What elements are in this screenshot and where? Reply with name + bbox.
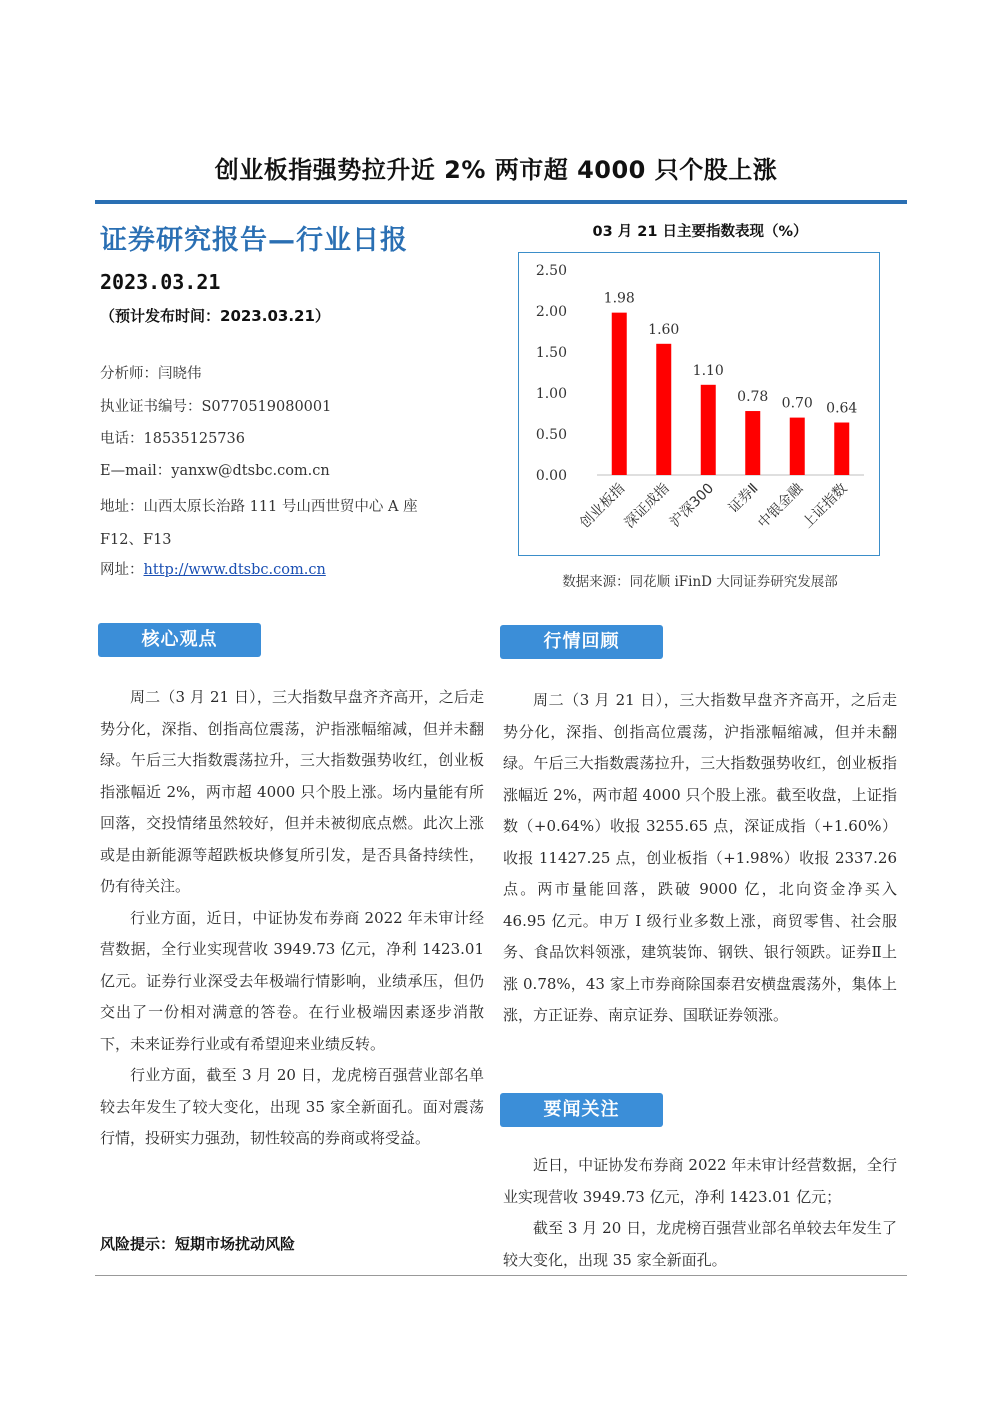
- x-tick-label: 创业板指: [577, 480, 629, 532]
- x-tick-label: 中银金融: [755, 480, 807, 532]
- website-link[interactable]: http://www.dtsbc.com.cn: [143, 562, 326, 578]
- title-divider: [95, 200, 907, 204]
- bar: [612, 313, 627, 475]
- x-tick-label: 上证指数: [799, 480, 851, 532]
- bar: [790, 418, 805, 475]
- y-tick-label: 2.50: [535, 263, 567, 279]
- license-number: 执业证书编号：S0770519080001: [100, 399, 332, 415]
- phone-number: 电话：18535125736: [100, 431, 245, 447]
- y-tick-label: 1.50: [535, 345, 567, 361]
- bar: [656, 344, 671, 475]
- website: [100, 558, 326, 579]
- report-title: 创业板指强势拉升近 2% 两市超 4000 只个股上涨: [214, 156, 778, 184]
- data-label: 0.70: [781, 395, 813, 412]
- core-view-paragraph: 周二（3 月 21 日），三大指数早盘齐齐高开，之后走势分化，深指、创指高位震荡，沪指涨幅缩减，但并未翻绿。午后三大指数震荡拉升，三大指数强势收红，创业板指涨幅近 2%，两市超 4000 只个股上涨。场内量能有所回落，交投情绪虽然较好，但并未被彻底点燃。此次上涨或是由新能源等超跌板块修复所引发，是否具备持续性，仍有待关注。: [100, 688, 484, 895]
- data-label: 1.60: [648, 321, 680, 338]
- core-view-paragraph: 行业方面，近日，中证协发布券商 2022 年未审计经营数据，全行业实现营收 3949.73 亿元，净利 1423.01 亿元。证券行业深受去年极端行情影响，业绩承压，但仍交出了一份相对满意的答卷。在行业极端因素逐步消散下，未来证券行业或有希望迎来业绩反转。: [100, 908, 484, 1053]
- market-review-paragraph: 周二（3 月 21 日），三大指数早盘齐齐高开，之后走势分化，深指、创指高位震荡，沪指涨幅缩减，但并未翻绿。午后三大指数震荡拉升，三大指数强势收红，创业板指涨幅近 2%，两市超 4000 只个股上涨。截至收盘，上证指数（+0.64%）收报 3255.65 点，深证成指（+1.60%）收报 11427.25 点，创业板指（+1.98%）收报 2337.26 点。两市量能回落，跌破 9000 亿，北向资金净买入 46.95 亿元。申万 I 级行业多数上涨，商贸零售、社会服务、食品饮料领涨，建筑装饰、钢铁、银行领跌。证券Ⅱ上涨 0.78%，43 家上市券商除国泰君安横盘震荡外，集体上涨，方正证券、南京证券、国联证券领涨。: [503, 691, 897, 1024]
- x-tick-label: 深证成指: [621, 480, 673, 532]
- news-focus-text: [503, 1150, 897, 1276]
- address-line-2: F12、F13: [100, 532, 172, 548]
- x-tick-label: 沪深300: [667, 480, 718, 531]
- data-label: 0.64: [826, 400, 858, 417]
- address-line-1: 地址：山西太原长治路 111 号山西世贸中心 A 座: [100, 499, 418, 515]
- x-tick-label: 证券Ⅱ: [725, 480, 762, 517]
- bar: [701, 385, 716, 475]
- y-tick-label: 2.00: [535, 304, 567, 320]
- chart-source: 数据来源：同花顺 iFinD 大同证券研究发展部: [562, 574, 838, 590]
- market-review-text: [503, 685, 897, 1032]
- y-tick-label: 0.50: [535, 427, 567, 443]
- email-address: E—mail：yanxw@dtsbc.com.cn: [100, 463, 330, 479]
- y-tick-label: 0.00: [535, 468, 567, 484]
- bar: [745, 411, 760, 475]
- index-performance-chart: [519, 253, 878, 554]
- chart-title: 03 月 21 日主要指数表现（%）: [592, 224, 808, 240]
- core-view-paragraph: 行业方面，截至 3 月 20 日，龙虎榜百强营业部名单较去年发生了较大变化，出现 35 家全新面孔。面对震荡行情，投研实力强劲，韧性较高的券商或将受益。: [100, 1066, 484, 1147]
- bar: [834, 423, 849, 475]
- section-market-review: 行情回顾: [500, 625, 663, 659]
- chart-frame: [518, 252, 880, 556]
- data-label: 1.98: [603, 290, 635, 307]
- data-label: 1.10: [692, 362, 724, 379]
- news-focus-paragraph: 截至 3 月 20 日，龙虎榜百强营业部名单较去年发生了较大变化，出现 35 家全新面孔。: [503, 1219, 897, 1269]
- data-label: 0.78: [737, 389, 769, 406]
- section-news-focus: 要闻关注: [500, 1093, 663, 1127]
- report-type-heading: 证券研究报告—行业日报: [100, 225, 408, 256]
- analyst-name: 分析师：闫晓伟: [100, 366, 202, 382]
- y-tick-label: 1.00: [535, 386, 567, 402]
- news-focus-paragraph: 近日，中证协发布券商 2022 年未审计经营数据，全行业实现营收 3949.73 亿元，净利 1423.01 亿元；: [503, 1156, 897, 1206]
- core-view-text: [100, 682, 484, 1155]
- risk-note: 风险提示：短期市场扰动风险: [100, 1235, 296, 1253]
- section-core-view: 核心观点: [98, 623, 261, 657]
- report-date: 2023.03.21: [100, 270, 221, 294]
- website-label: 网址：: [100, 562, 144, 578]
- bottom-divider: [95, 1275, 907, 1276]
- publish-time: （预计发布时间：2023.03.21）: [100, 307, 330, 325]
